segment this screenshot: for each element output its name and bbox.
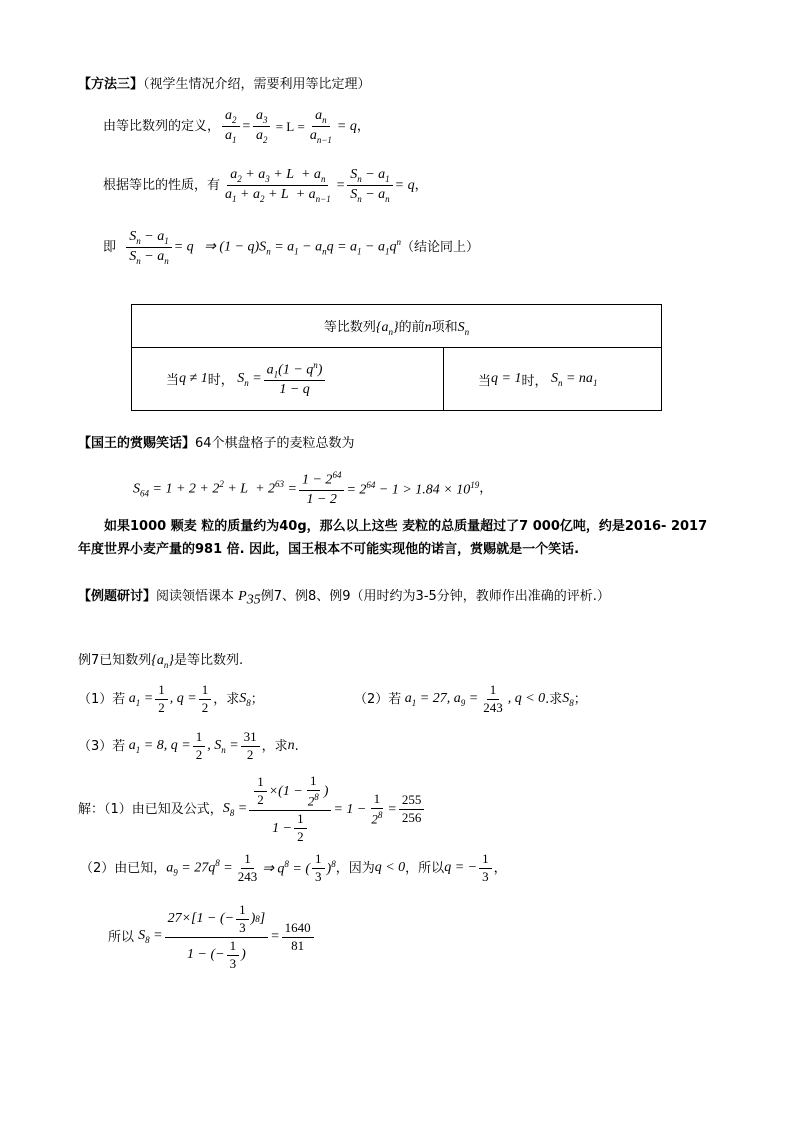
left-time: 时，	[207, 373, 234, 389]
method3-heading-line	[78, 78, 371, 91]
king-text: 64个棋盘格子的麦粒总数为	[195, 436, 355, 451]
frac-sol2: 27×[1 − (− $\frac{1}{3}$ ) 8 ] 1 − (− $\frac{1}{3}$ )	[165, 903, 269, 972]
frac-255-256: $\frac{255}{256}$	[399, 793, 425, 826]
method3-line2: 根据等比的性质，有 $\frac{a_2 + a_3 + L + a_n}{a_1 + a_2 + L + a_{n-1}}$ = $\frac{S_n - a_1}{S_n - a_n}$ = q ，	[103, 167, 428, 204]
sol2-because: ，因为	[335, 860, 375, 876]
frac-1-2pow8: $\frac{1}{2^8}$	[371, 790, 383, 827]
right-cond: q = 1	[491, 371, 522, 386]
table-cell-q-not-1: 当 q ≠ 1 时， $S_n$ = $\frac{a_1(1 - q^n)}{1 - q}$	[132, 348, 444, 411]
frac-sn-formula: $\frac{a_1(1 - q^n)}{1 - q}$	[264, 360, 326, 399]
frac-half-a: $\frac{1}{2}$	[155, 683, 168, 716]
table-title-cell: 等比数列$\{a_n\}$的前n项和$S_n$	[132, 305, 662, 348]
part1-label: （1）若	[78, 691, 126, 707]
right-time: 时，	[521, 373, 548, 389]
sol2-so: ，所以	[405, 860, 445, 876]
frac-31-2: $\frac{31}{2}$	[241, 730, 260, 763]
solution2-final: 所以 $S_8$ = 27×[1 − (− $\frac{1}{3}$ ) 8 ] 1 − (− $\frac{1}{3}$ ) = $\frac{1640}{81}$	[108, 903, 316, 972]
part1-ask: ，求	[213, 691, 240, 707]
study-heading: 【例题研讨】	[78, 589, 157, 604]
solution1: 解：（1）由已知及公式， $S_8$ = $\frac{1}{2}$ ×(1 − $\frac{1}{2^8}$ ) 1 − $\frac{1}{2}$ = 1 − $\frac{1}{2^8}$ = $\frac{255}{256}$	[78, 774, 426, 845]
frac-1640-81: $\frac{1640}{81}$	[282, 921, 314, 954]
method3-note: （视学生情况介绍，需要利用等比定理）	[143, 77, 371, 92]
example7-title: 例7已知数列$\{a_n\}$是等比数列.	[78, 653, 244, 670]
method3-heading: 【方法三】	[78, 77, 144, 92]
frac-sum-ratio: $\frac{a_2 + a_3 + L + a_n}{a_1 + a_2 + L + a_{n-1}}$	[225, 167, 331, 204]
part3-target: n	[287, 738, 295, 754]
frac-half-c: $\frac{1}{2}$	[193, 730, 206, 763]
table-title-n: n	[424, 319, 432, 335]
frac-king: $\frac{1 - 2^{64}}{1 - 2}$	[299, 470, 344, 508]
example7-part3: （3）若 $a_1 = 8$, q = $\frac{1}{2}$ , $S_n$ = $\frac{31}{2}$ ，求 n .	[78, 729, 299, 762]
table-title-prefix: 等比数列	[323, 319, 376, 335]
solution2: （2）由已知， $a_9 = 27q^8$ = $\frac{1}{243}$ ⇒ $q^8$ = ( $\frac{1}{3}$ )$^8$ ，因为 q < 0 ，所以 q = − $\frac{1}{3}$ ，	[80, 851, 507, 884]
sum-formula-table	[131, 304, 662, 411]
example7-title-suffix: 是等比数列.	[174, 653, 244, 668]
table-title-suffix: 项和	[431, 319, 458, 335]
example7-part1: （1）若 $a_1$ = $\frac{1}{2}$ , q = $\frac{1}{2}$ ，求 $S_8$ ；	[78, 682, 264, 715]
frac-a3-a2: $\frac{a_3}{a_2}$	[253, 108, 271, 145]
study-line	[78, 590, 610, 608]
king-para-line1: 如果1000 颗麦 粒的质量约为40g，那么以上这些 麦粒的总质量超过了7 000亿吨，约是2016- 2017	[104, 519, 708, 534]
method3-line3-prefix: 即	[103, 240, 117, 256]
table-cell-q-eq-1: 当 q = 1 时， $S_n = na_1$	[444, 348, 662, 411]
study-text-prefix: 阅读领悟课本	[156, 589, 235, 604]
method3-line1-prefix: 由等比数列的定义，	[103, 119, 221, 135]
part2-label: （2）若	[354, 691, 402, 707]
frac-half-b: $\frac{1}{2}$	[199, 683, 212, 716]
part3-label: （3）若	[78, 738, 126, 754]
frac-1-3-b: $\frac{1}{3}$	[479, 852, 492, 885]
frac-1-243-b: $\frac{1}{243}$	[237, 851, 258, 884]
king-para-line2: 年度世界小麦产量的981 倍. 因此，国王根本不可能实现他的诺言，赏赐就是一个笑话.	[78, 542, 580, 557]
king-formula: $S_{64} = 1 + 2 + 2^2 + L + 2^{63}$ = $\frac{1 - 2^{64}}{1 - 2}$ = $2^{64} - 1 > 1.84 \times 10^{19}$ ，	[133, 470, 493, 507]
left-cond: q ≠ 1	[179, 370, 208, 386]
sol1-label: 解：（1）由已知及公式，	[78, 802, 223, 818]
left-prefix: 当	[166, 373, 180, 389]
frac-1-3-a: $\frac{1}{3}$	[312, 852, 325, 885]
study-text-suffix: 例7、例8、例9（用时约为3-5分钟，教师作出准确的评析.）	[260, 589, 610, 604]
study-page-num: 35	[246, 592, 261, 608]
frac-a2-a1: $\frac{a_2}{a_1}$	[222, 108, 240, 145]
frac-sn-ratio: $\frac{S_n - a_1}{S_n - a_n}$	[347, 167, 392, 204]
method3-line3: 即 $\frac{S_n - a_1}{S_n - a_n}$ = q ⇒ $(1 - q)S_n = a_1 - a_nq = a_1 - a_1q^n$ （结论同上）	[103, 229, 480, 266]
frac-an-an1: $\frac{a_n}{a_{n-1}}$	[309, 108, 332, 145]
king-heading: 【国王的赏赐笑话】	[78, 436, 196, 451]
frac-sn-ratio-2: $\frac{S_n - a_1}{S_n - a_n}$	[126, 229, 171, 266]
study-page-ref: P	[238, 589, 247, 604]
frac-1-243: $\frac{1}{243}$	[483, 682, 503, 715]
method3-line1: 由等比数列的定义， $\frac{a_2}{a_1}$ = $\frac{a_3}{a_2}$ = L = $\frac{a_n}{a_{n-1}}$ = q ，	[103, 108, 370, 145]
table-title-mid: 的前	[398, 319, 425, 335]
method3-conclusion: （结论同上）	[401, 240, 480, 256]
sol2-label: （2）由已知，	[80, 860, 167, 876]
right-prefix: 当	[478, 373, 492, 389]
frac-sol1: $\frac{1}{2}$ ×(1 − $\frac{1}{2^8}$ ) 1 − $\frac{1}{2}$	[249, 774, 331, 845]
example7-part2: （2）若 $a_1 = 27$, $a_9$ = $\frac{1}{243}$ , q < 0 .求 $S_8$ ；	[354, 682, 587, 715]
part2-ask: .求	[545, 691, 563, 707]
sol2-final-prefix: 所以	[108, 929, 135, 945]
king-heading-line	[78, 437, 355, 450]
part3-ask: ，求	[261, 738, 288, 754]
method3-line2-prefix: 根据等比的性质，有	[103, 178, 221, 194]
example7-title-prefix: 例7已知数列	[78, 653, 152, 668]
